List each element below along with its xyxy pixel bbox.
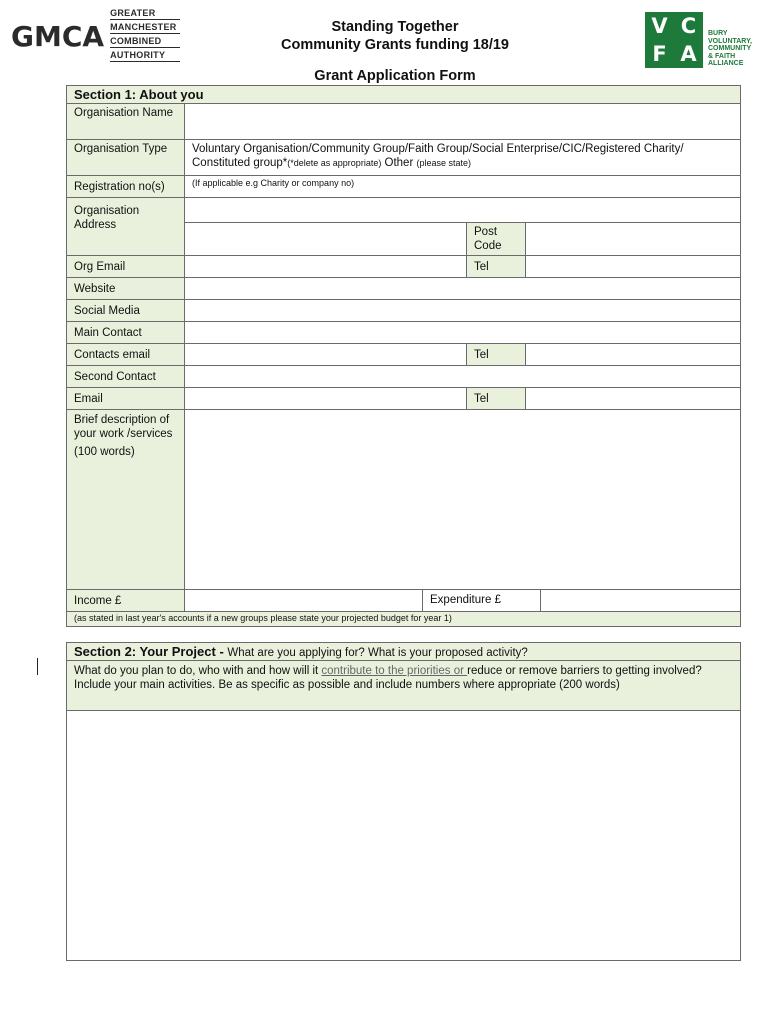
org-type-other: Other [381, 157, 417, 169]
gmca-line: MANCHESTER [110, 22, 180, 34]
income-label: Income £ [67, 590, 185, 611]
vcfa-text-line: BURY [708, 30, 728, 37]
brief-description-field[interactable] [185, 410, 740, 589]
vcfa-text-line: ALLIANCE [708, 60, 744, 67]
accounts-note: (as stated in last year's accounts if a new groups please state your projected budget for year 1) [67, 612, 740, 626]
form-title: Grant Application Form [314, 68, 476, 84]
org-type-options: Voluntary Organisation/Community Group/Faith Group/Social Enterprise/CIC/Registered Charity/ Constituted group* [192, 143, 684, 169]
section-1-table [66, 85, 741, 627]
brief-description-label [67, 410, 185, 589]
gmca-wordmark: GMCA [11, 19, 105, 53]
org-email-field[interactable] [185, 256, 466, 277]
registration-label: Registration no(s) [67, 176, 185, 197]
vcfa-letter: F [652, 42, 667, 66]
section-1-heading: Section 1: About you [67, 86, 740, 103]
vcfa-text-line: & FAITH [708, 52, 736, 60]
email-field[interactable] [185, 388, 466, 409]
vcfa-text-line: COMMUNITY [708, 45, 752, 52]
second-contact-field[interactable] [185, 366, 740, 387]
expenditure-label: Expenditure £ [423, 590, 541, 611]
section-2-prompt [67, 661, 740, 710]
section-2-heading [67, 643, 740, 660]
tel-label: Tel [466, 388, 526, 409]
tel-label: Tel [466, 256, 526, 277]
website-field[interactable] [185, 278, 740, 299]
tel-field[interactable] [526, 388, 740, 409]
text-cursor [37, 658, 38, 675]
prompt-start: What do you plan to do, who with and how will it [74, 665, 322, 677]
tel-field[interactable] [526, 344, 740, 365]
address-line-field[interactable] [185, 198, 740, 223]
org-name-field[interactable] [185, 104, 740, 139]
section-2-table [66, 642, 741, 961]
title-line-1: Standing Together [331, 19, 459, 35]
vcfa-letter: A [680, 42, 697, 66]
brief-description-words: (100 words) [74, 446, 135, 458]
gmca-line: COMBINED [110, 36, 180, 48]
vcfa-text-line: VOLUNTARY, [708, 37, 752, 45]
tel-field[interactable] [526, 256, 740, 277]
section-2-title: Section 2: Your Project - [74, 644, 228, 659]
post-code-field[interactable] [526, 223, 740, 255]
registration-field[interactable] [185, 176, 740, 197]
website-label: Website [67, 278, 185, 299]
social-media-label: Social Media [67, 300, 185, 321]
vcfa-letter: C [680, 14, 697, 38]
priorities-link[interactable]: contribute to the priorities or [321, 665, 468, 677]
expenditure-field[interactable] [541, 590, 740, 611]
main-contact-label: Main Contact [67, 322, 185, 343]
post-code-label: Post Code [466, 223, 526, 255]
gmca-logo [11, 8, 180, 64]
tel-label: Tel [466, 344, 526, 365]
registration-hint: (If applicable e.g Charity or company no) [192, 178, 355, 188]
org-type-field[interactable] [185, 140, 740, 175]
vcfa-text [708, 30, 752, 68]
vcfa-letter: V [651, 14, 668, 38]
gmca-line: GREATER [110, 8, 180, 20]
title-line-2: Community Grants funding 18/19 [281, 37, 509, 53]
org-type-label: Organisation Type [67, 140, 185, 175]
email-label: Email [67, 388, 185, 409]
address-block [185, 198, 740, 255]
address-second-row [185, 223, 740, 255]
org-name-label: Organisation Name [67, 104, 185, 139]
vcfa-mark [645, 12, 703, 68]
gmca-line: AUTHORITY [110, 50, 180, 62]
income-field[interactable] [185, 590, 423, 611]
social-media-field[interactable] [185, 300, 740, 321]
second-contact-label: Second Contact [67, 366, 185, 387]
contacts-email-field[interactable] [185, 344, 466, 365]
document-title [250, 18, 540, 54]
brief-description-text: Brief description of your work /services [74, 414, 173, 440]
contacts-email-label: Contacts email [67, 344, 185, 365]
org-type-state: (please state) [416, 158, 472, 168]
vcfa-logo [645, 12, 752, 68]
project-description-field[interactable] [67, 711, 740, 960]
address-line-2-field[interactable] [185, 223, 466, 255]
org-type-note: (*delete as appropriate) [287, 158, 382, 168]
org-email-label: Org Email [67, 256, 185, 277]
section-2-question: What are you applying for? What is your proposed activity? [227, 647, 528, 659]
prompt-end: reduce or remove barriers to getting involved? Include your main activities. Be as specific as possible and include numbers where appropriate (200 words) [74, 665, 702, 691]
main-contact-field[interactable] [185, 322, 740, 343]
gmca-subtext [110, 8, 180, 64]
address-label: Organisation Address [67, 198, 185, 255]
